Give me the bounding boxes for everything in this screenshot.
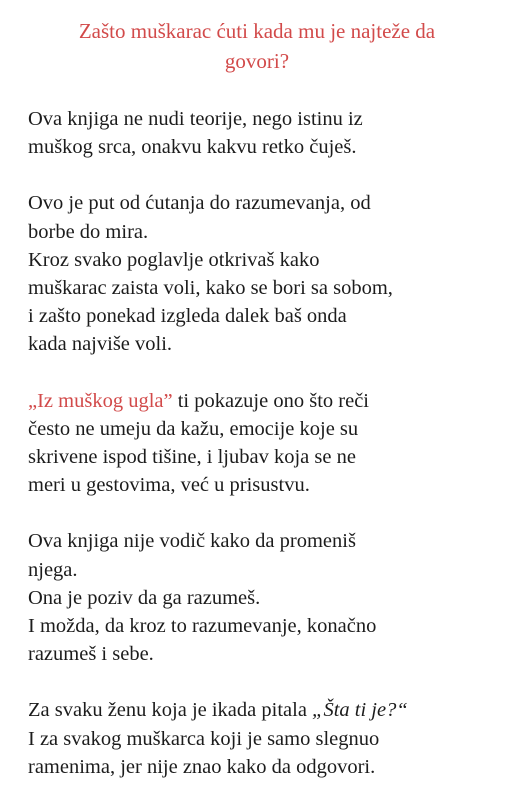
- book-title-quote: „Iz muškog ugla”: [28, 389, 173, 412]
- journey-line-5: i zašto ponekad izgleda dalek baš onda: [28, 305, 347, 328]
- title-line-2: govori?: [224, 49, 290, 73]
- dedication-line-3: ramenima, jer nije znao kako da odgovori.: [28, 755, 376, 778]
- page-title: [28, 16, 486, 76]
- intro-line-2: muškog srca, onakvu kakvu retko čuješ.: [28, 136, 357, 159]
- invitation-line-4: I možda, da kroz to razumevanje, konačno: [28, 615, 377, 638]
- title-line-1: Zašto muškarac ćuti kada mu je najteže da: [78, 19, 436, 43]
- book-title-line-2: često ne umeju da kažu, emocije koje su: [28, 417, 359, 440]
- book-title-line-3: skrivene ispod tišine, i ljubav koja se ne: [28, 446, 356, 469]
- dedication-line-2: I za svakog muškarca koji je samo slegnuo: [28, 727, 380, 750]
- journey-line-2: borbe do mira.: [28, 220, 149, 243]
- journey-line-6: kada najviše voli.: [28, 333, 173, 356]
- intro-paragraph: [28, 105, 486, 161]
- journey-paragraph: [28, 189, 486, 358]
- book-title-paragraph: [28, 387, 486, 500]
- dedication-quote: „Šta ti je?“: [312, 699, 408, 722]
- book-title-line-1: [28, 387, 486, 415]
- journey-line-3: Kroz svako poglavlje otkrivaš kako: [28, 248, 320, 271]
- journey-line-4: muškarac zaista voli, kako se bori sa sobom,: [28, 277, 393, 300]
- invitation-line-3: Ona je poziv da ga razumeš.: [28, 586, 261, 609]
- invitation-line-2: njega.: [28, 558, 78, 581]
- invitation-line-5: razumeš i sebe.: [28, 643, 154, 666]
- intro-line-1: Ova knjiga ne nudi teorije, nego istinu iz: [28, 108, 363, 130]
- journey-line-1: Ovo je put od ćutanja do razumevanja, od: [28, 192, 371, 215]
- dedication-line-1-start: Za svaku ženu koja je ikada pitala: [28, 699, 313, 722]
- book-title-line-1-rest: ti pokazuje ono što reči: [172, 389, 369, 412]
- book-title-line-4: meri u gestovima, već u prisustvu.: [28, 474, 310, 497]
- dedication-paragraph: [28, 696, 486, 781]
- dedication-line-1: [28, 696, 486, 724]
- invitation-line-1: Ova knjiga nije vodič kako da promeniš: [28, 530, 356, 553]
- invitation-paragraph: [28, 527, 486, 668]
